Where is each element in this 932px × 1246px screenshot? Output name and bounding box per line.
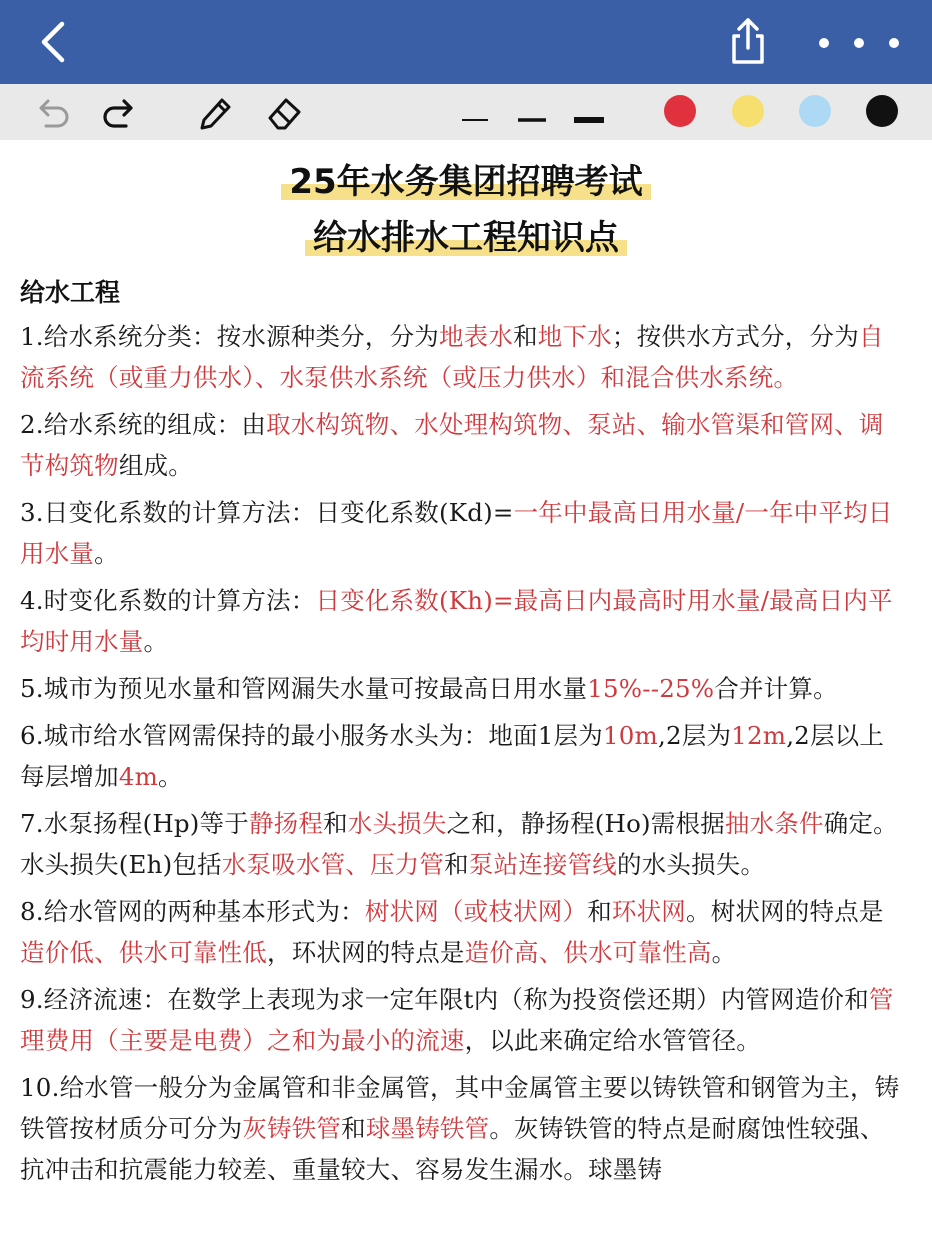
body-text: 。 xyxy=(143,627,169,656)
knowledge-item xyxy=(20,316,906,398)
highlighted-text: 自流系统（或重力供水）、水泵供水系统（或压力供水）和混合供水系统。 xyxy=(20,322,884,392)
knowledge-item xyxy=(20,668,906,709)
highlighted-text: 地表水 xyxy=(438,322,514,351)
undo-icon[interactable] xyxy=(32,94,72,132)
highlighted-text: 灰铸铁管 xyxy=(242,1114,342,1143)
knowledge-item xyxy=(20,580,906,662)
highlighted-text: 10m xyxy=(602,721,658,750)
body-text: 合并计算。 xyxy=(714,674,838,703)
highlighted-text: 环状网 xyxy=(611,897,686,926)
top-bar xyxy=(0,0,932,84)
body-text: 。灰铸铁管的特点是耐腐蚀性较强、抗冲击和抗震能力较差、重量较大、容易发生漏水。球墨铸 xyxy=(20,1114,885,1184)
light-blue-color-swatch[interactable] xyxy=(799,95,831,127)
body-text: 组成。 xyxy=(118,451,193,480)
body-text: 10.给水管一般分为金属管和非金属管，其中金属管主要以铸铁管和钢管为主，铸铁管按材质分可分为 xyxy=(20,1073,900,1143)
body-text: ，以此来确定给水管管径。 xyxy=(464,1026,762,1055)
highlighted-text: 取水构筑物、水处理构筑物、泵站、输水管渠和管网、调节构筑物 xyxy=(20,410,884,480)
highlighted-text: 15%--25% xyxy=(587,674,715,703)
more-icon[interactable] xyxy=(812,28,908,58)
body-text: 5.城市为预见水量和管网漏失水量可按最高日用水量 xyxy=(20,674,588,703)
yellow-color-swatch[interactable] xyxy=(732,95,764,127)
highlighted-text: 造价低、供水可靠性低 xyxy=(20,938,267,967)
body-text: 和 xyxy=(341,1114,366,1143)
eraser-icon[interactable] xyxy=(264,94,304,132)
highlighted-text: 4m xyxy=(118,762,159,791)
knowledge-item xyxy=(20,891,906,973)
pencil-icon[interactable] xyxy=(194,94,234,132)
body-text: 。 xyxy=(94,539,119,568)
body-text: 的水头损失。 xyxy=(617,850,766,879)
highlighted-text: 静扬程 xyxy=(248,809,324,838)
knowledge-item xyxy=(20,803,906,885)
section-heading: 给水工程 xyxy=(20,278,121,307)
highlighted-text: 日变化系数(Kh)=最高日内最高时用水量/最高日内平均时用水量 xyxy=(20,586,893,656)
body-text: 和 xyxy=(323,809,348,838)
body-text: 之和，静扬程(Ho)需根据 xyxy=(446,809,725,838)
body-text: 。 xyxy=(711,938,737,967)
body-text: 和 xyxy=(587,897,612,926)
document-content xyxy=(0,140,932,1246)
highlighted-text: 水泵吸水管、压力管 xyxy=(221,850,445,879)
black-color-swatch[interactable] xyxy=(866,95,898,127)
thin-stroke-icon[interactable] xyxy=(458,94,498,132)
body-text: 。树状网的特点是 xyxy=(686,897,884,926)
redo-icon[interactable] xyxy=(100,94,140,132)
highlighted-text: 地下水 xyxy=(537,322,612,351)
body-text: 。 xyxy=(158,762,183,791)
body-text: 1.给水系统分类：按水源种类分，分为 xyxy=(20,322,439,351)
highlighted-text: 抽水条件 xyxy=(724,809,824,838)
body-text: ；按供水方式分，分为 xyxy=(611,322,859,351)
knowledge-item xyxy=(20,979,906,1061)
medium-stroke-icon[interactable] xyxy=(514,94,554,132)
body-text: 8.给水管网的两种基本形式为： xyxy=(20,897,365,926)
highlighted-text: 管理费用（主要是电费）之和为最小的流速 xyxy=(20,985,894,1055)
highlighted-text: 水头损失 xyxy=(347,809,447,838)
share-icon[interactable] xyxy=(728,16,768,66)
red-color-swatch[interactable] xyxy=(664,95,696,127)
body-text: 6.城市给水管网需保持的最小服务水头为：地面1层为 xyxy=(20,721,603,750)
title-line-2: 给水排水工程知识点 xyxy=(305,218,627,258)
highlighted-text: 球墨铸铁管 xyxy=(365,1114,490,1143)
body-text: ，环状网的特点是 xyxy=(267,938,465,967)
body-text: 和 xyxy=(513,322,538,351)
highlighted-text: 一年中最高日用水量/一年中平均日用水量 xyxy=(20,498,893,568)
body-text: 和 xyxy=(444,850,469,879)
highlighted-text: 泵站连接管线 xyxy=(468,850,617,879)
highlighted-text: 树状网（或枝状网） xyxy=(364,897,588,926)
body-text: 确定。水头损失(Eh)包括 xyxy=(20,809,898,879)
knowledge-list xyxy=(0,316,932,1190)
knowledge-item xyxy=(20,715,906,797)
title-line-1: 25年水务集团招聘考试 xyxy=(281,162,650,202)
body-text: 7.水泵扬程(Hp)等于 xyxy=(20,809,249,838)
highlighted-text: 造价高、供水可靠性高 xyxy=(464,938,712,967)
body-text: 4.时变化系数的计算方法： xyxy=(20,586,316,615)
body-text: 2.给水系统的组成：由 xyxy=(20,410,267,439)
body-text: 3.日变化系数的计算方法：日变化系数(Kd)= xyxy=(20,498,514,527)
knowledge-item xyxy=(20,1067,906,1190)
annotation-toolbar xyxy=(0,84,932,140)
body-text: ,2层为 xyxy=(657,721,732,750)
knowledge-item xyxy=(20,404,906,486)
body-text: 9.经济流速：在数学上表现为求一定年限t内（称为投资偿还期）内管网造价和 xyxy=(20,985,869,1014)
thick-stroke-icon[interactable] xyxy=(572,94,612,132)
knowledge-item xyxy=(20,492,906,574)
back-icon[interactable] xyxy=(34,20,74,64)
highlighted-text: 12m xyxy=(731,721,787,750)
body-text: ,2层以上每层增加 xyxy=(20,721,885,791)
